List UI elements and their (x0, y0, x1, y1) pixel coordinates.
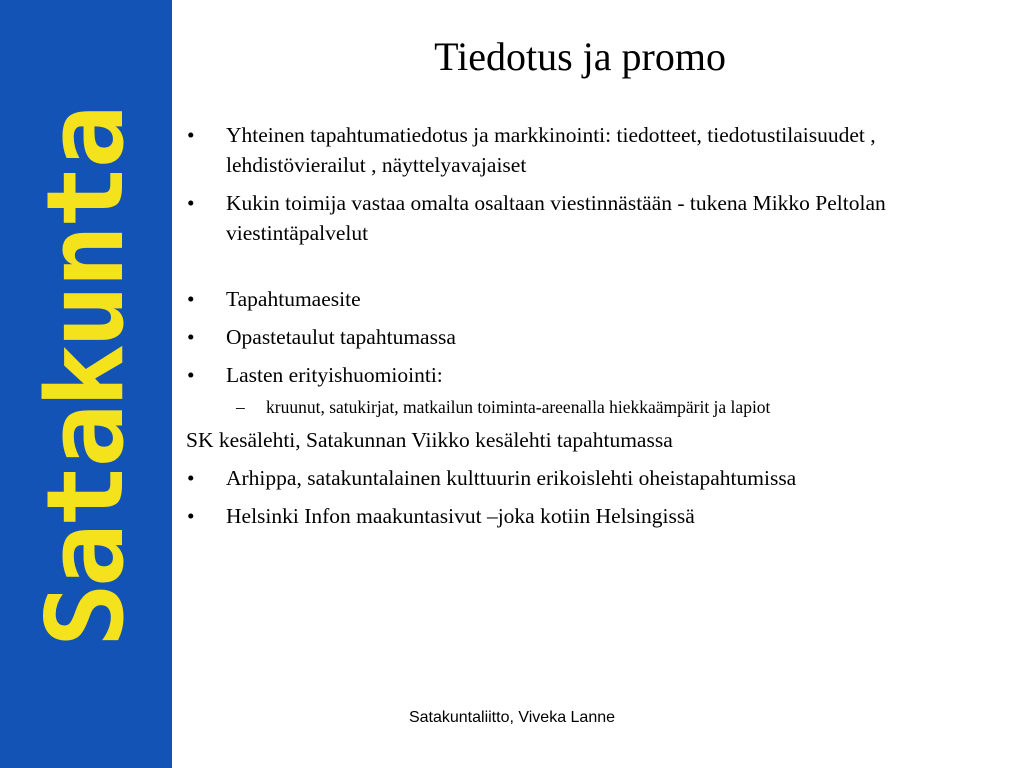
bullet-item (186, 463, 996, 493)
slide-title: Tiedotus ja promo (434, 34, 726, 79)
bullet-marker: • (187, 123, 195, 147)
plain-line (186, 425, 996, 455)
bullet-marker: • (187, 325, 195, 349)
sub-bullet-item (186, 395, 996, 419)
banner-logo-text: Satakunta (24, 108, 147, 648)
bullet-text: Tapahtumaesite (226, 287, 361, 311)
bullet-marker: • (187, 363, 195, 387)
bullet-item (186, 322, 996, 352)
bullet-marker: • (187, 504, 195, 528)
slide-footer: Satakuntaliitto, Viveka Lanne (408, 709, 616, 726)
bullet-text: Arhippa, satakuntalainen kulttuurin erikoislehti oheistapahtumissa (226, 466, 797, 490)
sub-bullet-marker: – (236, 397, 245, 417)
bullet-text: Helsinki Infon maakuntasivut –joka kotiin Helsingissä (226, 504, 695, 528)
bullet-item (186, 501, 996, 531)
bullet-marker: • (187, 287, 195, 311)
bullet-text: Yhteinen tapahtumatiedotus ja markkinointi: tiedotteet, tiedotustilaisuudet , lehdistövierailut , näyttelyavajaiset (226, 123, 876, 177)
bullet-text: Lasten erityishuomiointi: (226, 363, 443, 387)
bullet-text: Opastetaulut tapahtumassa (226, 325, 456, 349)
bullet-text: Kukin toimija vastaa omalta osaltaan viestinnästään - tukena Mikko Peltolan viestintäpalvelut (226, 191, 886, 245)
plain-line-text: SK kesälehti, Satakunnan Viikko kesälehti tapahtumassa (186, 428, 673, 452)
bullet-marker: • (187, 466, 195, 490)
bullet-item (186, 284, 996, 314)
bullet-list (186, 120, 996, 539)
side-banner (0, 0, 172, 768)
bullet-item (186, 188, 996, 248)
bullet-item (186, 360, 996, 390)
bullet-marker: • (187, 191, 195, 215)
bullet-item (186, 120, 996, 180)
sub-bullet-text: kruunut, satukirjat, matkailun toiminta-areenalla hiekkaämpärit ja lapiot (266, 397, 771, 417)
